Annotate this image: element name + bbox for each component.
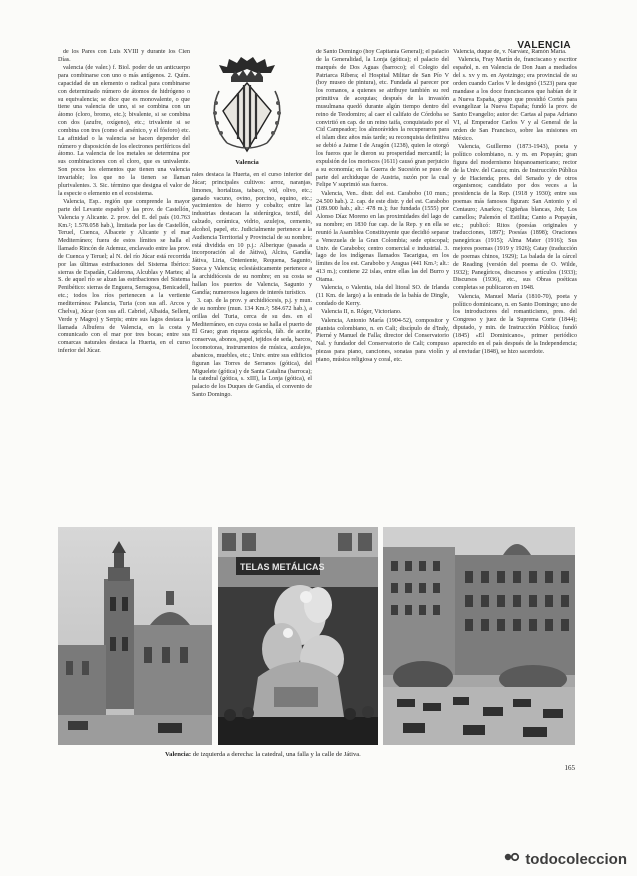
running-head: VALENCIA (517, 40, 571, 51)
entry-paragraph: Valencia, Manuel María (1810-70), poeta y político dominicano, n. en Santo Domingo; uno de los introductores del romanticismo, pres. del Congreso y juez de la Suprema Corte (1844); diputado, y min. de Instrucción Pública; fundó (1845) «El Dominicano», primer periódico aparecido en el país después de la Independencia; al enviudar (1848), se hizo sacerdote. (453, 293, 577, 355)
entry-paragraph: Valencia, duque de, v. Narváez, Ramón María. (453, 49, 567, 55)
coat-of-arms-caption: Valencia (235, 159, 259, 166)
watermark-text: todocoleccion (525, 850, 627, 868)
entry-paragraph: Valencia, Guillermo (1873-1943), poeta y político colombiano, n. y m. en Popayán; gran figura del modernismo hispanoamericano; rector de la Univ. del Cauca; min. de Instrucción Pública y de Hacienda; pres. del Senado y de otros organismos; candidato por dos veces a la presidencia de la Rep. (1918 y 1930); entre sus poemas más famosos figuran: San Antonio y el Centauro; Anarkos; Cigüeñas blancas, Job; Los camellos; Palemón el Estilita; Canto a Popayán, etc.; publicó: Ritos (poesías originales y traducciones, 1897); Poesías (1898); Oraciones panegíricas (1915); Alma Mater (1916); Sus mejores poemas (1919 y 1926); Catay (traducción de poemas chinos, 1929); La balada de la cárcel de Reading (versión del poema de O. Wilde, 1932); Panegíricos, discursos y artículos (1933); Discursos (1936), etc., sus Obras poéticas completas se publicaron en 1948. (453, 144, 577, 292)
entry-paragraph: de los Pares con Luis XVIII y durante los Cien Días. (58, 49, 190, 63)
entry-paragraph: Valencia, o Valentia, isla del litoral SO. de Irlanda (11 Km. de largo) a la entrada de la bahía de Dingle, condado de Kerry. (316, 285, 449, 307)
entry-paragraph: Valencia, Esp.. región que comprende la mayor parte del Levante español y las prov. de Castellón, Valencia y Alicante. 2. prov. del E. del país (10.763 Km.²; 1.578.058 hab.), limitada por las de Castellón, Teruel, Cuenca, Albacete y Alicante y el mar Mediterráneo; fuera de estos límites se halla el llamado Rincón de Ademuz, enclavado entre las prov. de Cuenca y Teruel; al N. del río Júcar está recorrida por las últimas estribaciones del Sistema Ibérico: sierras de Espadán, Calderona, Alcublas y Martes; al S. de aquel río se alzan las estribaciones del Sistema Penibético: sierras de Enguera, Serragosa, Benicadell, etc.; todos los ríos pertenecen a la vertiente mediterránea: Palancia, Turia (con sus afl. Arcos y Chelva), Júcar (con sus afl. Cabriel, Albaida, Sellent, Verde y Magro) y Serpis; entre sus lagos destaca la llamada Albufera de Valencia, en la costa y comunicado con el mar por tres bocas; entre sus comarcas naturales destaca la Huerta, en el curso inferior del Júcar. (58, 199, 190, 355)
entry-paragraph: Valencia, Antonio María (1904-52), compositor y pianista colombiano, n. en Cali; discípulo de d'Indy, Pierné y Manuel de Falla; director del Conservatorio Nal. y fundador del Conservatorio de Cali; compuso piezas para piano, canciones, sonatas para violín y piano, música religiosa y coral, etc. (316, 317, 449, 363)
photo-caption-text: de izquierda a derecha: la catedral, una falla y la calle de Játiva. (191, 751, 361, 758)
entry-paragraph: 3. cap. de la prov. y archidiócesis, p.j. y mun. de su nombre (mun. 134 Km.²; 584.672 hab.), a orillas del Turia, cerca de su des. en el Mediterráneo, en cuya costa se halla el puerto de El Grao; gran riqueza agrícola, fáb. de aceite, conservas, abonos, papel, tejidos de seda, barcos, locomotoras, instrumentos de música, azulejos, abanicos, muebles, etc.; Univ. entre sus edificios figuran las Torres de Serranos (gótica), del Miguelete (gótica) y de Santa Catalina (barroca); la catedral (gótica, s. xIII), la Lonja (gótica), el palacio de los Duques de Gandía, el convento de Santo Domingo. (192, 298, 312, 399)
watermark-logo-icon (504, 850, 522, 868)
coat-of-arms-figure (207, 55, 287, 173)
photo-caption (165, 751, 485, 758)
watermark (504, 850, 627, 868)
entry-paragraph: Valencia, Fray Martín de, franciscano y escritor español, n. en Valencia de Don Juan a mediados del s. xv y m. en Ayotzingo; era provincial de su orden cuando Carlos V le designó (1523) para que mandase a los doce franciscanos que habían de ir a Nueva España, grupo que presidió Cortés para evangelizar la Nueva España; fundó la prov. de Santo Evangelio; autor de: Cartas al papa Adriano VI, al Emperador Carlos V y al General de la orden de San Francisco, sobre las misiones en México. (453, 57, 577, 142)
street-photo (383, 527, 575, 745)
entry-paragraph: de Santo Domingo (hoy Capitanía General); el palacio de la Generalidad, la Lonja (gótica); el palacio del marqués de Dos Aguas (barroco); el Colegio del Patriarca Ribera; el Hospital Militar de San Pío V (hoy museo de pintura), etc. Fundada al parecer por los romanos, a quienes se atribuye también su red primitiva de acequias; después de la invasión musulmana quedó durante algún tiempo dentro del reino de Teodomiro; al caer el califato de Córdoba se convirtió en cap. de un reino taifa, conquistado por el Cid Campeador; los almorávides la recuperaron para el islam diez años más tarde; su reconquista definitiva se debió a Jaime I de Aragón (1238), quien le otorgó los fueros que le dieron su prosperidad mercantil; la expulsión de los moriscos (1611) causó gran perjuicio a su economía; en la Guerra de Sucesión se puso de parte del archiduque de Austria, razón por la cual Felipe V suprimió sus fueros. (316, 49, 449, 189)
falla-photo (218, 527, 378, 745)
entry-paragraph: Valencia, Ven.. distr. del est. Carabobo (10 mun.; 24.500 hab.). 2. cap. de este distr. y del est. Carabobo (189.900 hab.; alt.: 478 m.); fue fundada (1555) por Alonso Díaz Moreno en las proximidades del lago de su nombre; en 1830 fue cap. de la Rep. y en ella se reunió la Asamblea Constituyente que decidió separar a Venezuela de la Gran Colombia; sede episcopal; Univ. de Carabobo; centro comercial e industrial. 3. lago de los indígenas llamados Tacarigua, en los límites de los est. Carabobo y Aragua (441 Km.²; alt.: 413 m.); contiene 22 islas, entre ellas las del Burro y Otama. (316, 190, 449, 283)
coat-of-arms-icon (207, 55, 287, 157)
page-number: 165 (564, 764, 575, 772)
photo-caption-lead: Valencia: (165, 751, 192, 758)
entry-paragraph: valencia (de valer.) f. Biol. poder de un anticuerpo para combinarse con uno o más antígenos. 2. Quím. capacidad de un elemento o radical para combinarse con determinado número de átomos de hidrógeno o su equivalencia; se dice que es monovalente, o que tiene una valencia de uno, si se combina con un átomo (cloro, bromo, etc.); bivalente, si se combina con dos (azufre, oxígeno), etc.; trivalente si se combina con tres (como el arsénico, y el fósforo) etc. La afinidad o la valencia se hacen depender del número y disposición de los electrones periféricos del átomo. La valencia de los metales se determina por sus combinaciones con el cloro, que es univalente. Son pocos los elementos que tienen una valencia invariable; los que no la tienen se llaman plurivalentes. 3. Sic. término que designa el valor de la especie o elemento en el ecosistema. (58, 65, 190, 197)
falla-sign: TELAS METÁLICAS (240, 562, 325, 572)
entry-paragraph: Valencia II, n. Róger, Victoriano. (321, 309, 402, 316)
cathedral-photo (58, 527, 212, 745)
entry-paragraph: rales destaca la Huerta, en el curso inferior del Júcar; principales cultivos: arroz, naranjas, limones, hortalizas, tabaco, vid, olivo, etc.; ganado vacuno, ovino, porcino, equino, etc.; yacimientos de hierro y cobalto; entre las industrias destacan la siderúrgica, textil, del calzado, cerámica, vidrio, azulejos, cemento, alcohol, papel, etc. Judicialmente pertenece a la Audiencia Territorial y Provincial de su nombre; está dividida en 10 p.j.: Alberique (pasada a incorporación al de Játiva), Alcira, Gandía, Játiva, Liria, Onteniente, Requena, Sagunto, Sueca y Valencia; eclesiásticamente pertenece a la archidiócesis de su nombre; en su costa se hallan los puertos de Valencia, Sagunto y Gandía; numerosos lugares de interés turístico. (192, 172, 312, 296)
